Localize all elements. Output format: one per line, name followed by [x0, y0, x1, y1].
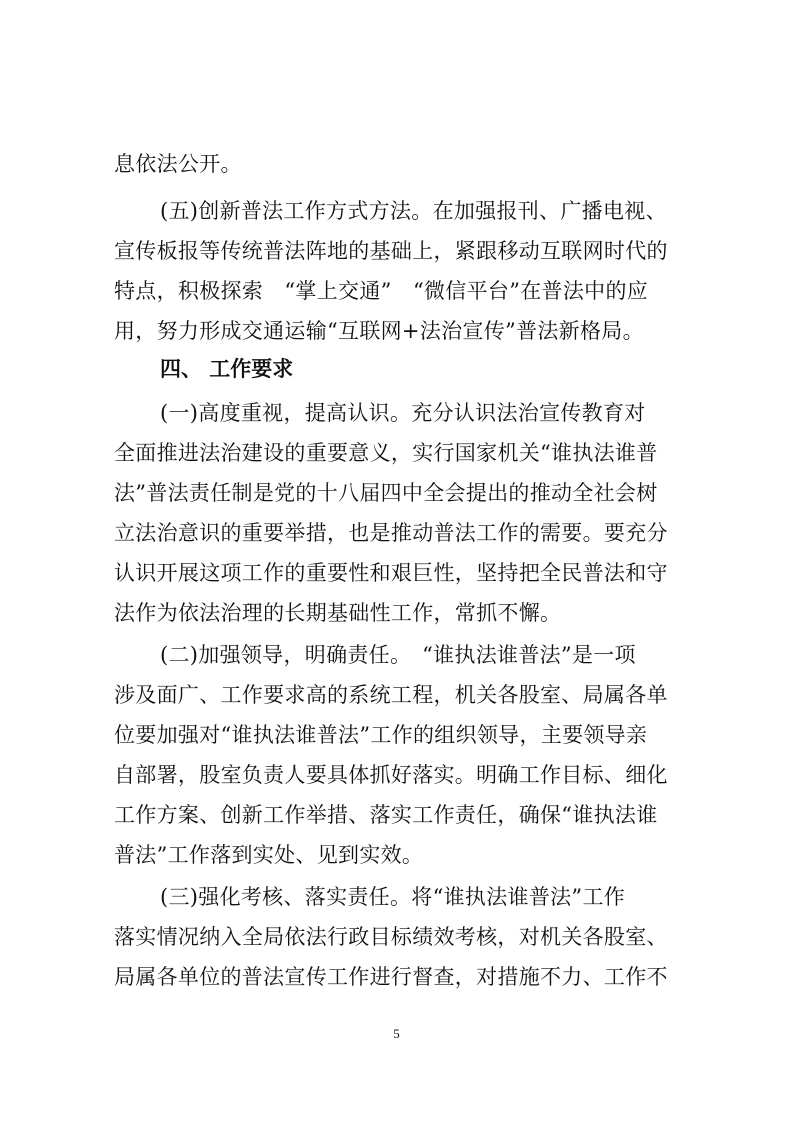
- text-line: 用，努力形成交通运输“互联网+法治宣传”普法新格局。: [114, 319, 644, 343]
- text-line: 自部署，股室负责人要具体抓好落实。明确工作目标、细化: [114, 763, 668, 787]
- text-line: (二)加强领导，明确责任。 “谁执法谁普法”是一项: [160, 643, 636, 667]
- text-line: 落实情况纳入全局依法行政目标绩效考核，对机关各股室、: [114, 925, 668, 949]
- text-line: 立法治意识的重要举措，也是推动普法工作的需要。要充分: [114, 521, 668, 545]
- page-number: 5: [393, 1026, 400, 1041]
- text-line: 认识开展这项工作的重要性和艰巨性，坚持把全民普法和守: [114, 561, 668, 585]
- text-line: 特点，积极探索 “掌上交通” “微信平台”在普法中的应: [114, 279, 649, 303]
- text-line: 法作为依法治理的长期基础性工作，常抓不懈。: [114, 601, 562, 625]
- text-line: 工作方案、创新工作举措、落实工作责任，确保“谁执法谁: [114, 803, 658, 827]
- section-heading: 四、 工作要求: [160, 357, 294, 381]
- text-line: (三)强化考核、落实责任。将“谁执法谁普法”工作: [160, 885, 626, 909]
- text-line: 位要加强对“谁执法谁普法”工作的组织领导，主要领导亲: [114, 723, 648, 747]
- text-line: 法”普法责任制是党的十八届四中全会提出的推动全社会树: [114, 481, 658, 505]
- text-line: 全面推进法治建设的重要意义，实行国家机关“谁执法谁普: [114, 441, 658, 465]
- text-line: (一)高度重视，提高认识。充分认识法治宣传教育对: [160, 401, 646, 425]
- text-line: 息依法公开。: [114, 152, 242, 176]
- text-line: 宣传板报等传统普法阵地的基础上，紧跟移动互联网时代的: [114, 239, 668, 263]
- text-line: (五)创新普法工作方式方法。在加强报刊、广播电视、: [160, 199, 667, 223]
- text-line: 普法”工作落到实处、见到实效。: [114, 843, 424, 867]
- text-line: 涉及面广、工作要求高的系统工程，机关各股室、局属各单: [114, 683, 668, 707]
- text-line: 局属各单位的普法宣传工作进行督查，对措施不力、工作不: [114, 965, 668, 989]
